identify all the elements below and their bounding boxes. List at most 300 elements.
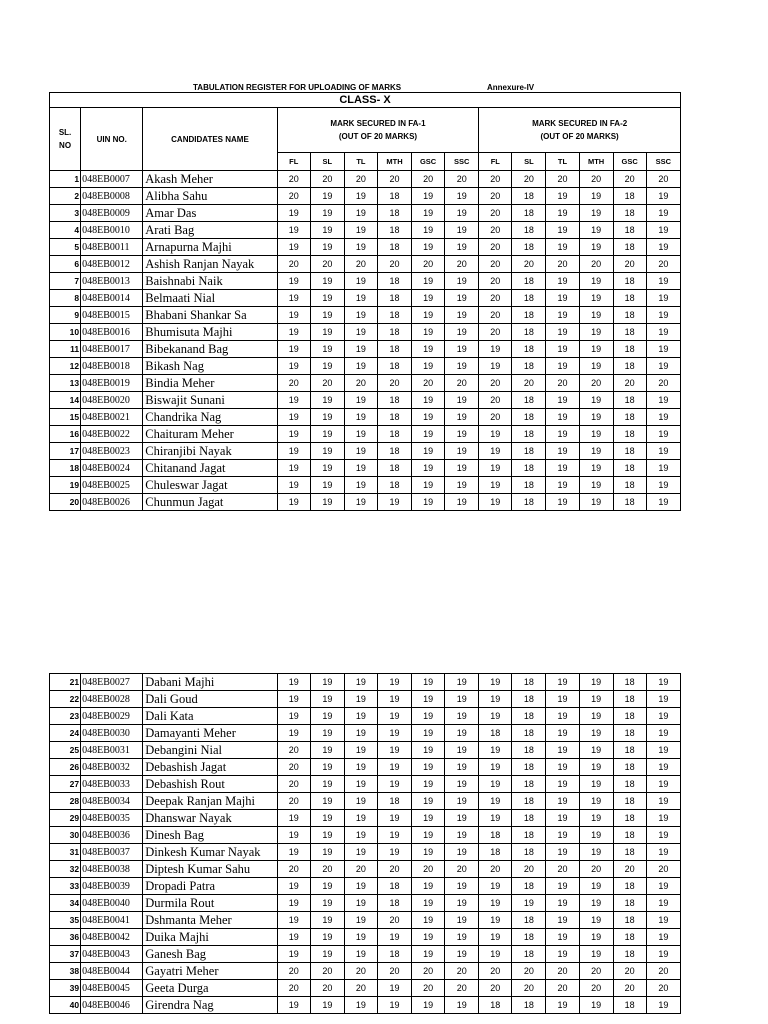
mark-cell: 20 bbox=[445, 963, 479, 980]
mark-cell: 19 bbox=[546, 742, 579, 759]
candidate-name: Duika Majhi bbox=[143, 929, 277, 946]
mark-cell: 20 bbox=[277, 188, 310, 205]
uin-number: 048EB0032 bbox=[81, 759, 143, 776]
uin-number: 048EB0046 bbox=[81, 997, 143, 1014]
col-fa1-mth: MTH bbox=[377, 153, 411, 171]
uin-number: 048EB0017 bbox=[81, 341, 143, 358]
mark-cell: 18 bbox=[512, 188, 546, 205]
col-fa2-mth: MTH bbox=[579, 153, 613, 171]
uin-number: 048EB0038 bbox=[81, 861, 143, 878]
mark-cell: 19 bbox=[310, 946, 344, 963]
mark-cell: 19 bbox=[412, 997, 445, 1014]
mark-cell: 20 bbox=[512, 963, 546, 980]
candidate-name: Bikash Nag bbox=[143, 358, 277, 375]
mark-cell: 18 bbox=[479, 827, 512, 844]
mark-cell: 20 bbox=[377, 912, 411, 929]
mark-cell: 19 bbox=[646, 895, 680, 912]
mark-cell: 18 bbox=[613, 392, 646, 409]
mark-cell: 19 bbox=[412, 477, 445, 494]
mark-cell: 19 bbox=[546, 324, 579, 341]
sl-number: 7 bbox=[50, 273, 81, 290]
mark-cell: 19 bbox=[377, 674, 411, 691]
sl-number: 32 bbox=[50, 861, 81, 878]
mark-cell: 19 bbox=[479, 776, 512, 793]
mark-cell: 19 bbox=[546, 674, 579, 691]
mark-cell: 19 bbox=[377, 691, 411, 708]
mark-cell: 18 bbox=[613, 443, 646, 460]
mark-cell: 19 bbox=[579, 912, 613, 929]
uin-number: 048EB0044 bbox=[81, 963, 143, 980]
mark-cell: 19 bbox=[646, 929, 680, 946]
mark-cell: 18 bbox=[512, 878, 546, 895]
mark-cell: 19 bbox=[546, 341, 579, 358]
uin-number: 048EB0021 bbox=[81, 409, 143, 426]
sl-number: 12 bbox=[50, 358, 81, 375]
mark-cell: 20 bbox=[479, 963, 512, 980]
mark-cell: 20 bbox=[412, 171, 445, 188]
table-row bbox=[50, 997, 681, 1014]
mark-cell: 18 bbox=[377, 341, 411, 358]
mark-cell: 19 bbox=[445, 691, 479, 708]
mark-cell: 20 bbox=[479, 205, 512, 222]
mark-cell: 19 bbox=[546, 239, 579, 256]
mark-cell: 19 bbox=[310, 239, 344, 256]
mark-cell: 18 bbox=[512, 290, 546, 307]
mark-cell: 19 bbox=[344, 341, 377, 358]
sl-number: 14 bbox=[50, 392, 81, 409]
table-row bbox=[50, 827, 681, 844]
mark-cell: 19 bbox=[277, 426, 310, 443]
mark-cell: 20 bbox=[445, 980, 479, 997]
mark-cell: 18 bbox=[377, 222, 411, 239]
mark-cell: 19 bbox=[277, 324, 310, 341]
mark-cell: 19 bbox=[579, 358, 613, 375]
mark-cell: 18 bbox=[613, 759, 646, 776]
mark-cell: 19 bbox=[546, 725, 579, 742]
mark-cell: 19 bbox=[646, 494, 680, 511]
mark-cell: 19 bbox=[344, 691, 377, 708]
mark-cell: 18 bbox=[512, 708, 546, 725]
mark-cell: 20 bbox=[412, 963, 445, 980]
candidate-name: Dinesh Bag bbox=[143, 827, 277, 844]
mark-cell: 19 bbox=[646, 273, 680, 290]
mark-cell: 18 bbox=[613, 674, 646, 691]
sl-number: 29 bbox=[50, 810, 81, 827]
mark-cell: 19 bbox=[646, 674, 680, 691]
mark-cell: 18 bbox=[613, 205, 646, 222]
candidate-name: Alibha Sahu bbox=[143, 188, 277, 205]
mark-cell: 20 bbox=[445, 375, 479, 392]
col-fa2-gsc: GSC bbox=[613, 153, 646, 171]
table-row bbox=[50, 171, 681, 188]
mark-cell: 20 bbox=[613, 861, 646, 878]
mark-cell: 19 bbox=[445, 912, 479, 929]
mark-cell: 18 bbox=[377, 443, 411, 460]
table-row bbox=[50, 205, 681, 222]
mark-cell: 19 bbox=[445, 810, 479, 827]
mark-cell: 19 bbox=[479, 742, 512, 759]
mark-cell: 19 bbox=[344, 725, 377, 742]
uin-number: 048EB0031 bbox=[81, 742, 143, 759]
mark-cell: 19 bbox=[277, 912, 310, 929]
mark-cell: 19 bbox=[646, 239, 680, 256]
uin-number: 048EB0011 bbox=[81, 239, 143, 256]
candidate-name: Dropadi Patra bbox=[143, 878, 277, 895]
mark-cell: 19 bbox=[344, 810, 377, 827]
mark-cell: 19 bbox=[277, 708, 310, 725]
mark-cell: 19 bbox=[445, 793, 479, 810]
mark-cell: 18 bbox=[377, 358, 411, 375]
mark-cell: 19 bbox=[546, 810, 579, 827]
mark-cell: 19 bbox=[344, 759, 377, 776]
candidate-name: Debashish Rout bbox=[143, 776, 277, 793]
mark-cell: 20 bbox=[412, 375, 445, 392]
mark-cell: 19 bbox=[412, 205, 445, 222]
mark-cell: 19 bbox=[546, 460, 579, 477]
mark-cell: 20 bbox=[412, 980, 445, 997]
mark-cell: 20 bbox=[277, 963, 310, 980]
mark-cell: 19 bbox=[412, 759, 445, 776]
mark-cell: 20 bbox=[546, 375, 579, 392]
mark-cell: 20 bbox=[310, 861, 344, 878]
mark-cell: 19 bbox=[445, 358, 479, 375]
mark-cell: 18 bbox=[512, 912, 546, 929]
mark-cell: 19 bbox=[310, 188, 344, 205]
mark-cell: 19 bbox=[579, 443, 613, 460]
mark-cell: 19 bbox=[344, 912, 377, 929]
mark-cell: 20 bbox=[579, 963, 613, 980]
mark-cell: 19 bbox=[646, 324, 680, 341]
uin-number: 048EB0007 bbox=[81, 171, 143, 188]
mark-cell: 18 bbox=[613, 426, 646, 443]
mark-cell: 20 bbox=[512, 256, 546, 273]
mark-cell: 19 bbox=[310, 793, 344, 810]
sl-number: 30 bbox=[50, 827, 81, 844]
mark-cell: 19 bbox=[310, 273, 344, 290]
table-row bbox=[50, 375, 681, 392]
col-sl-no: SL. NO bbox=[50, 108, 81, 171]
mark-cell: 18 bbox=[613, 324, 646, 341]
candidate-name: Chiranjibi Nayak bbox=[143, 443, 277, 460]
mark-cell: 19 bbox=[344, 409, 377, 426]
mark-cell: 19 bbox=[412, 929, 445, 946]
mark-cell: 19 bbox=[646, 691, 680, 708]
mark-cell: 19 bbox=[344, 997, 377, 1014]
mark-cell: 19 bbox=[412, 810, 445, 827]
uin-number: 048EB0024 bbox=[81, 460, 143, 477]
mark-cell: 19 bbox=[277, 460, 310, 477]
mark-cell: 19 bbox=[445, 895, 479, 912]
col-fa2-ssc: SSC bbox=[646, 153, 680, 171]
mark-cell: 19 bbox=[512, 895, 546, 912]
mark-cell: 18 bbox=[512, 691, 546, 708]
table-row bbox=[50, 290, 681, 307]
mark-cell: 18 bbox=[377, 273, 411, 290]
mark-cell: 19 bbox=[579, 827, 613, 844]
mark-cell: 20 bbox=[546, 171, 579, 188]
mark-cell: 19 bbox=[445, 239, 479, 256]
table-row bbox=[50, 392, 681, 409]
mark-cell: 18 bbox=[377, 290, 411, 307]
uin-number: 048EB0026 bbox=[81, 494, 143, 511]
mark-cell: 19 bbox=[277, 290, 310, 307]
mark-cell: 20 bbox=[479, 409, 512, 426]
mark-cell: 18 bbox=[613, 827, 646, 844]
mark-cell: 19 bbox=[579, 759, 613, 776]
mark-cell: 19 bbox=[377, 929, 411, 946]
col-fa1-tl: TL bbox=[344, 153, 377, 171]
mark-cell: 19 bbox=[344, 929, 377, 946]
mark-cell: 19 bbox=[412, 358, 445, 375]
mark-cell: 19 bbox=[546, 776, 579, 793]
mark-cell: 19 bbox=[546, 222, 579, 239]
mark-cell: 19 bbox=[277, 477, 310, 494]
mark-cell: 19 bbox=[479, 426, 512, 443]
mark-cell: 19 bbox=[445, 290, 479, 307]
mark-cell: 19 bbox=[344, 273, 377, 290]
mark-cell: 19 bbox=[579, 324, 613, 341]
mark-cell: 19 bbox=[310, 844, 344, 861]
candidate-name: Bhumisuta Majhi bbox=[143, 324, 277, 341]
table-row bbox=[50, 477, 681, 494]
mark-cell: 18 bbox=[512, 460, 546, 477]
mark-cell: 20 bbox=[377, 375, 411, 392]
mark-cell: 19 bbox=[579, 929, 613, 946]
sl-number: 18 bbox=[50, 460, 81, 477]
mark-cell: 19 bbox=[579, 725, 613, 742]
mark-cell: 19 bbox=[277, 674, 310, 691]
mark-cell: 19 bbox=[445, 946, 479, 963]
class-label: CLASS- X bbox=[50, 93, 681, 108]
table-row bbox=[50, 443, 681, 460]
mark-cell: 19 bbox=[277, 392, 310, 409]
mark-cell: 18 bbox=[613, 307, 646, 324]
candidate-name: Debashish Jagat bbox=[143, 759, 277, 776]
mark-cell: 19 bbox=[546, 188, 579, 205]
mark-cell: 19 bbox=[377, 997, 411, 1014]
mark-cell: 20 bbox=[277, 793, 310, 810]
candidate-name: Dali Kata bbox=[143, 708, 277, 725]
table-row bbox=[50, 929, 681, 946]
mark-cell: 19 bbox=[479, 443, 512, 460]
mark-cell: 19 bbox=[310, 494, 344, 511]
mark-cell: 19 bbox=[377, 494, 411, 511]
mark-cell: 20 bbox=[377, 861, 411, 878]
mark-cell: 20 bbox=[479, 392, 512, 409]
mark-cell: 19 bbox=[579, 674, 613, 691]
mark-cell: 19 bbox=[377, 708, 411, 725]
candidate-name: Amar Das bbox=[143, 205, 277, 222]
mark-cell: 20 bbox=[479, 324, 512, 341]
candidate-name: Girendra Nag bbox=[143, 997, 277, 1014]
mark-cell: 19 bbox=[479, 793, 512, 810]
sl-number: 28 bbox=[50, 793, 81, 810]
mark-cell: 18 bbox=[512, 494, 546, 511]
uin-number: 048EB0012 bbox=[81, 256, 143, 273]
mark-cell: 19 bbox=[277, 409, 310, 426]
mark-cell: 18 bbox=[377, 895, 411, 912]
mark-cell: 20 bbox=[344, 861, 377, 878]
mark-cell: 20 bbox=[310, 375, 344, 392]
mark-cell: 19 bbox=[546, 205, 579, 222]
uin-number: 048EB0035 bbox=[81, 810, 143, 827]
mark-cell: 20 bbox=[512, 980, 546, 997]
mark-cell: 18 bbox=[613, 895, 646, 912]
mark-cell: 19 bbox=[646, 307, 680, 324]
mark-cell: 19 bbox=[310, 341, 344, 358]
mark-cell: 19 bbox=[412, 708, 445, 725]
mark-cell: 20 bbox=[445, 861, 479, 878]
mark-cell: 19 bbox=[445, 409, 479, 426]
mark-cell: 18 bbox=[512, 725, 546, 742]
mark-cell: 20 bbox=[512, 171, 546, 188]
mark-cell: 18 bbox=[613, 742, 646, 759]
mark-cell: 19 bbox=[445, 827, 479, 844]
sl-number: 37 bbox=[50, 946, 81, 963]
mark-cell: 20 bbox=[479, 861, 512, 878]
mark-cell: 19 bbox=[546, 793, 579, 810]
mark-cell: 19 bbox=[412, 776, 445, 793]
mark-cell: 19 bbox=[344, 392, 377, 409]
mark-cell: 18 bbox=[512, 742, 546, 759]
candidate-name: Chunmun Jagat bbox=[143, 494, 277, 511]
mark-cell: 19 bbox=[310, 358, 344, 375]
col-fa1-sl: SL bbox=[310, 153, 344, 171]
mark-cell: 18 bbox=[512, 307, 546, 324]
mark-cell: 19 bbox=[310, 392, 344, 409]
mark-cell: 19 bbox=[412, 946, 445, 963]
mark-cell: 19 bbox=[412, 827, 445, 844]
table-row bbox=[50, 324, 681, 341]
mark-cell: 19 bbox=[412, 239, 445, 256]
candidate-name: Deepak Ranjan Majhi bbox=[143, 793, 277, 810]
mark-cell: 18 bbox=[613, 878, 646, 895]
mark-cell: 18 bbox=[613, 188, 646, 205]
sl-number: 4 bbox=[50, 222, 81, 239]
table-row bbox=[50, 946, 681, 963]
mark-cell: 19 bbox=[344, 827, 377, 844]
mark-cell: 19 bbox=[310, 691, 344, 708]
candidate-name: Chaituram Meher bbox=[143, 426, 277, 443]
mark-cell: 19 bbox=[546, 946, 579, 963]
sl-number: 5 bbox=[50, 239, 81, 256]
table-row bbox=[50, 426, 681, 443]
mark-cell: 19 bbox=[579, 290, 613, 307]
mark-cell: 19 bbox=[646, 742, 680, 759]
mark-cell: 18 bbox=[512, 946, 546, 963]
mark-cell: 19 bbox=[310, 827, 344, 844]
mark-cell: 19 bbox=[310, 708, 344, 725]
mark-cell: 19 bbox=[579, 691, 613, 708]
candidate-name: Bibekanand Bag bbox=[143, 341, 277, 358]
mark-cell: 20 bbox=[546, 861, 579, 878]
mark-cell: 18 bbox=[377, 392, 411, 409]
register-title: TABULATION REGISTER FOR UPLOADING OF MARKS bbox=[193, 83, 402, 92]
mark-cell: 19 bbox=[445, 273, 479, 290]
sl-number: 16 bbox=[50, 426, 81, 443]
mark-cell: 18 bbox=[512, 443, 546, 460]
mark-cell: 20 bbox=[277, 980, 310, 997]
mark-cell: 19 bbox=[479, 674, 512, 691]
col-candidate-name: CANDIDATES NAME bbox=[143, 108, 277, 171]
candidate-name: Bindia Meher bbox=[143, 375, 277, 392]
candidate-name: Ashish Ranjan Nayak bbox=[143, 256, 277, 273]
mark-cell: 19 bbox=[579, 426, 613, 443]
candidate-name: Belmaati Nial bbox=[143, 290, 277, 307]
mark-cell: 19 bbox=[310, 929, 344, 946]
mark-cell: 20 bbox=[613, 171, 646, 188]
mark-cell: 19 bbox=[277, 725, 310, 742]
table-row bbox=[50, 793, 681, 810]
candidate-name: Biswajit Sunani bbox=[143, 392, 277, 409]
mark-cell: 19 bbox=[277, 205, 310, 222]
mark-cell: 18 bbox=[512, 997, 546, 1014]
sl-number: 2 bbox=[50, 188, 81, 205]
sl-number: 24 bbox=[50, 725, 81, 742]
mark-cell: 20 bbox=[344, 980, 377, 997]
sl-number: 1 bbox=[50, 171, 81, 188]
mark-cell: 19 bbox=[377, 742, 411, 759]
mark-cell: 18 bbox=[613, 997, 646, 1014]
sl-number: 23 bbox=[50, 708, 81, 725]
mark-cell: 18 bbox=[512, 793, 546, 810]
mark-cell: 18 bbox=[512, 358, 546, 375]
mark-cell: 18 bbox=[613, 290, 646, 307]
uin-number: 048EB0034 bbox=[81, 793, 143, 810]
candidate-name: Damayanti Meher bbox=[143, 725, 277, 742]
uin-number: 048EB0037 bbox=[81, 844, 143, 861]
mark-cell: 19 bbox=[412, 460, 445, 477]
mark-cell: 19 bbox=[344, 358, 377, 375]
mark-cell: 19 bbox=[412, 844, 445, 861]
uin-number: 048EB0014 bbox=[81, 290, 143, 307]
mark-cell: 19 bbox=[646, 776, 680, 793]
mark-cell: 20 bbox=[613, 963, 646, 980]
uin-number: 048EB0025 bbox=[81, 477, 143, 494]
mark-cell: 19 bbox=[277, 307, 310, 324]
mark-cell: 19 bbox=[310, 307, 344, 324]
mark-cell: 20 bbox=[512, 375, 546, 392]
mark-cell: 20 bbox=[310, 171, 344, 188]
mark-cell: 19 bbox=[546, 929, 579, 946]
table-row bbox=[50, 810, 681, 827]
candidate-name: Akash Meher bbox=[143, 171, 277, 188]
sl-number: 20 bbox=[50, 494, 81, 511]
uin-number: 048EB0027 bbox=[81, 674, 143, 691]
mark-cell: 18 bbox=[377, 409, 411, 426]
mark-cell: 19 bbox=[412, 409, 445, 426]
mark-cell: 20 bbox=[646, 375, 680, 392]
mark-cell: 20 bbox=[646, 256, 680, 273]
mark-cell: 18 bbox=[512, 239, 546, 256]
candidate-name: Chuleswar Jagat bbox=[143, 477, 277, 494]
mark-cell: 19 bbox=[546, 708, 579, 725]
mark-cell: 19 bbox=[479, 759, 512, 776]
mark-cell: 20 bbox=[412, 861, 445, 878]
mark-cell: 18 bbox=[613, 239, 646, 256]
mark-cell: 19 bbox=[344, 239, 377, 256]
mark-cell: 20 bbox=[479, 375, 512, 392]
mark-cell: 19 bbox=[277, 358, 310, 375]
mark-cell: 19 bbox=[344, 793, 377, 810]
mark-cell: 19 bbox=[412, 188, 445, 205]
mark-cell: 18 bbox=[377, 793, 411, 810]
candidate-name: Dhanswar Nayak bbox=[143, 810, 277, 827]
sl-number: 19 bbox=[50, 477, 81, 494]
mark-cell: 19 bbox=[546, 426, 579, 443]
table-row bbox=[50, 358, 681, 375]
mark-cell: 19 bbox=[277, 946, 310, 963]
